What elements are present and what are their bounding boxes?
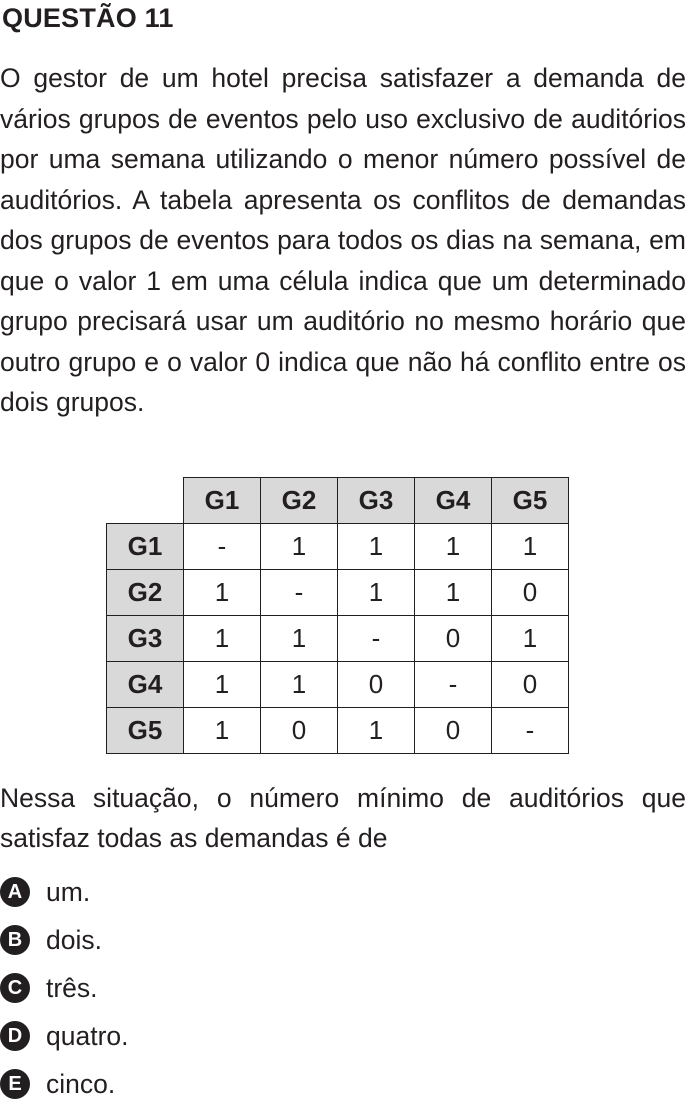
row-header: G1 [107,524,184,570]
column-header: G2 [261,478,338,524]
column-header: G4 [415,478,492,524]
table-cell: - [184,524,261,570]
row-header: G4 [107,662,184,708]
option-letter-badge: B [0,925,30,955]
table-cell: 1 [184,570,261,616]
column-header: G3 [338,478,415,524]
table-row [107,708,569,754]
table-corner-cell [107,478,184,524]
question-prompt: Nessa situação, o número mínimo de auditórios que satisfaz todas as demandas é de [0,783,686,853]
table-row [107,524,569,570]
question-statement: O gestor de um hotel precisa satisfazer a demanda de vários grupos de eventos pelo uso exclusivo de auditórios por uma semana utilizando o menor número possível de auditórios. A tabela apresenta os conflitos de demandas dos grupos de eventos para todos os dias na semana, em que o valor 1 em uma célula indica que um determinado grupo precisará usar um auditório no mesmo horário que outro grupo e o valor 0 indica que não há conflito entre os dois grupos. [0,63,686,417]
table-cell: - [338,616,415,662]
option-letter-badge: A [0,877,30,907]
question-title: QUESTÃO 11 [2,3,174,33]
option-text: três. [46,973,98,1003]
option-text: cinco. [46,1069,116,1099]
table-cell: 1 [338,708,415,754]
table-cell: - [415,662,492,708]
answer-option-e[interactable] [0,1060,129,1108]
table-cell: - [492,708,569,754]
answer-option-a[interactable] [0,868,129,916]
option-letter-badge: D [0,1021,30,1051]
table-cell: 1 [492,524,569,570]
table-cell: 1 [184,708,261,754]
table-cell: 1 [261,524,338,570]
table-cell: 0 [415,616,492,662]
table-row [107,570,569,616]
table-cell: 0 [338,662,415,708]
table-cell: 1 [261,662,338,708]
answer-options [0,868,129,1108]
table-cell: 0 [492,662,569,708]
option-text: um. [46,877,91,907]
answer-option-c[interactable] [0,964,129,1012]
conflict-table [106,477,569,754]
table-cell: 1 [492,616,569,662]
row-header: G5 [107,708,184,754]
table-cell: 1 [261,616,338,662]
option-text: quatro. [46,1021,129,1051]
table-cell: 1 [415,524,492,570]
table-header-row [107,478,569,524]
option-letter-badge: E [0,1069,30,1099]
option-text: dois. [46,925,102,955]
table-cell: 1 [338,570,415,616]
table-cell: 1 [184,662,261,708]
table-cell: 0 [492,570,569,616]
table-cell: 1 [184,616,261,662]
conflict-table-container [106,477,569,754]
column-header: G1 [184,478,261,524]
column-header: G5 [492,478,569,524]
table-row [107,616,569,662]
row-header: G2 [107,570,184,616]
row-header: G3 [107,616,184,662]
option-letter-badge: C [0,973,30,1003]
table-row [107,662,569,708]
answer-option-d[interactable] [0,1012,129,1060]
table-cell: 0 [261,708,338,754]
table-cell: - [261,570,338,616]
answer-option-b[interactable] [0,916,129,964]
table-cell: 1 [338,524,415,570]
table-cell: 1 [415,570,492,616]
table-cell: 0 [415,708,492,754]
